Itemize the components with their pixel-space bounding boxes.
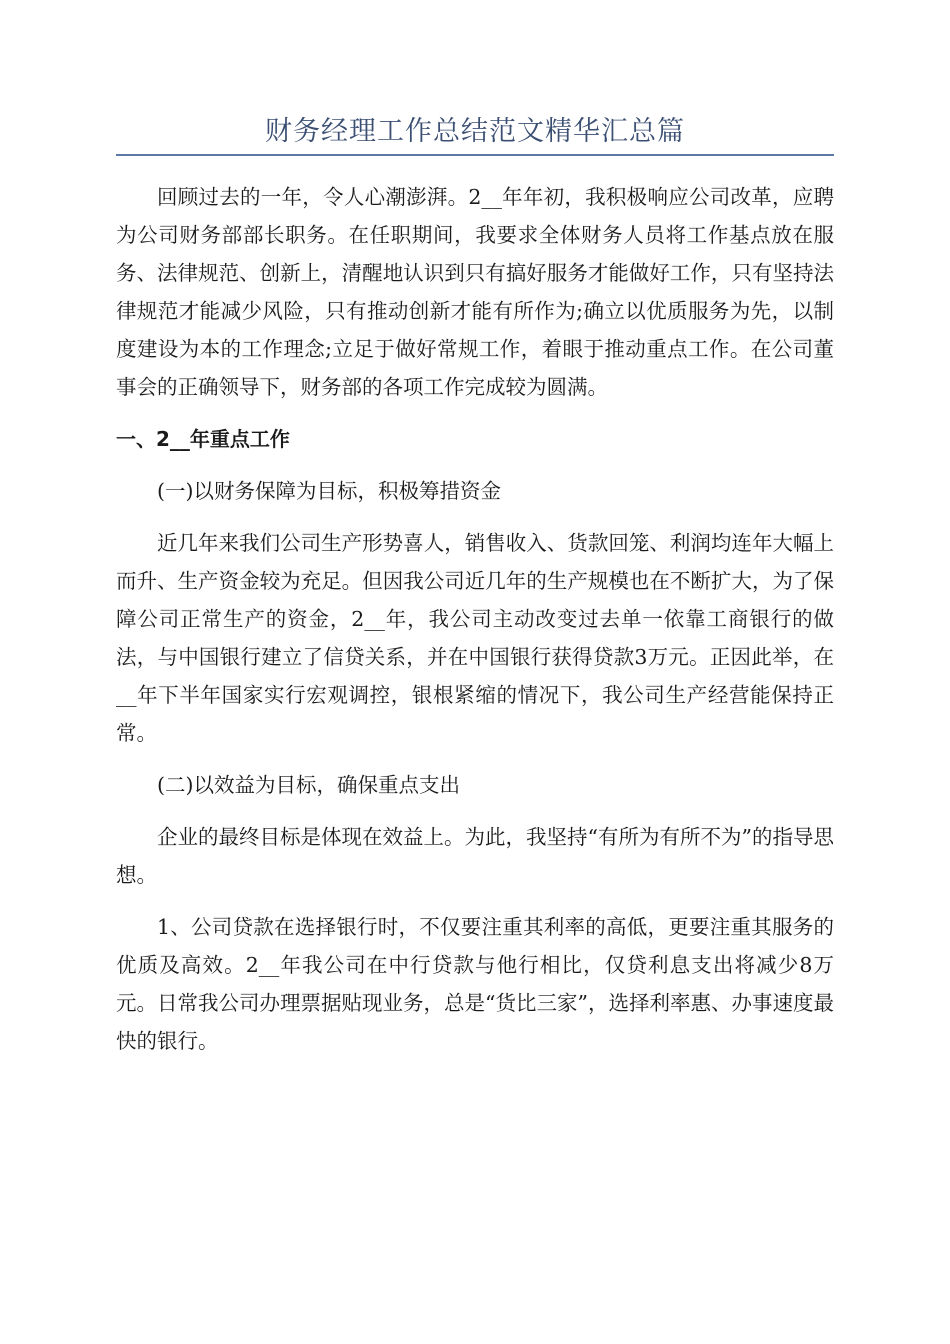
list-item-paragraph-1: 1、公司贷款在选择银行时，不仅要注重其利率的高低，更要注重其服务的优质及高效。2__年我公司在中行贷款与他行相比，仅贷利息支出将减少8万元。日常我公司办理票据贴现业务，总是“货比三家”，选择利率惠、办事速度最快的银行。 — [116, 915, 834, 1053]
document-title: 财务经理工作总结范文精华汇总篇 — [265, 116, 685, 147]
title-underline — [116, 154, 834, 156]
section-heading-1: 一、2__年重点工作 — [116, 427, 290, 451]
subsection-heading-2: (二)以效益为目标，确保重点支出 — [157, 773, 460, 797]
subsection-paragraph-2: 企业的最终目标是体现在效益上。为此，我坚持“有所为有所不为”的指导思想。 — [116, 825, 834, 887]
subsection-paragraph-1: 近几年来我们公司生产形势喜人，销售收入、货款回笼、利润均连年大幅上而升、生产资金较为充足。但因我公司近几年的生产规模也在不断扩大，为了保障公司正常生产的资金，2__年，我公司主动改变过去单一依靠工商银行的做法，与中国银行建立了信贷关系，并在中国银行获得贷款3万元。正因此举，在__年下半年国家实行宏观调控，银根紧缩的情况下，我公司生产经营能保持正常。 — [116, 531, 834, 745]
subsection-heading-1: (一)以财务保障为目标，积极筹措资金 — [157, 479, 501, 503]
intro-paragraph: 回顾过去的一年，令人心潮澎湃。2__年年初，我积极响应公司改革，应聘为公司财务部部长职务。在任职期间，我要求全体财务人员将工作基点放在服务、法律规范、创新上，清醒地认识到只有搞好服务才能做好工作，只有坚持法律规范才能减少风险，只有推动创新才能有所作为;确立以优质服务为先，以制度建设为本的工作理念;立足于做好常规工作，着眼于推动重点工作。在公司董事会的正确领导下，财务部的各项工作完成较为圆满。 — [116, 185, 834, 399]
document-page — [116, 112, 834, 1060]
